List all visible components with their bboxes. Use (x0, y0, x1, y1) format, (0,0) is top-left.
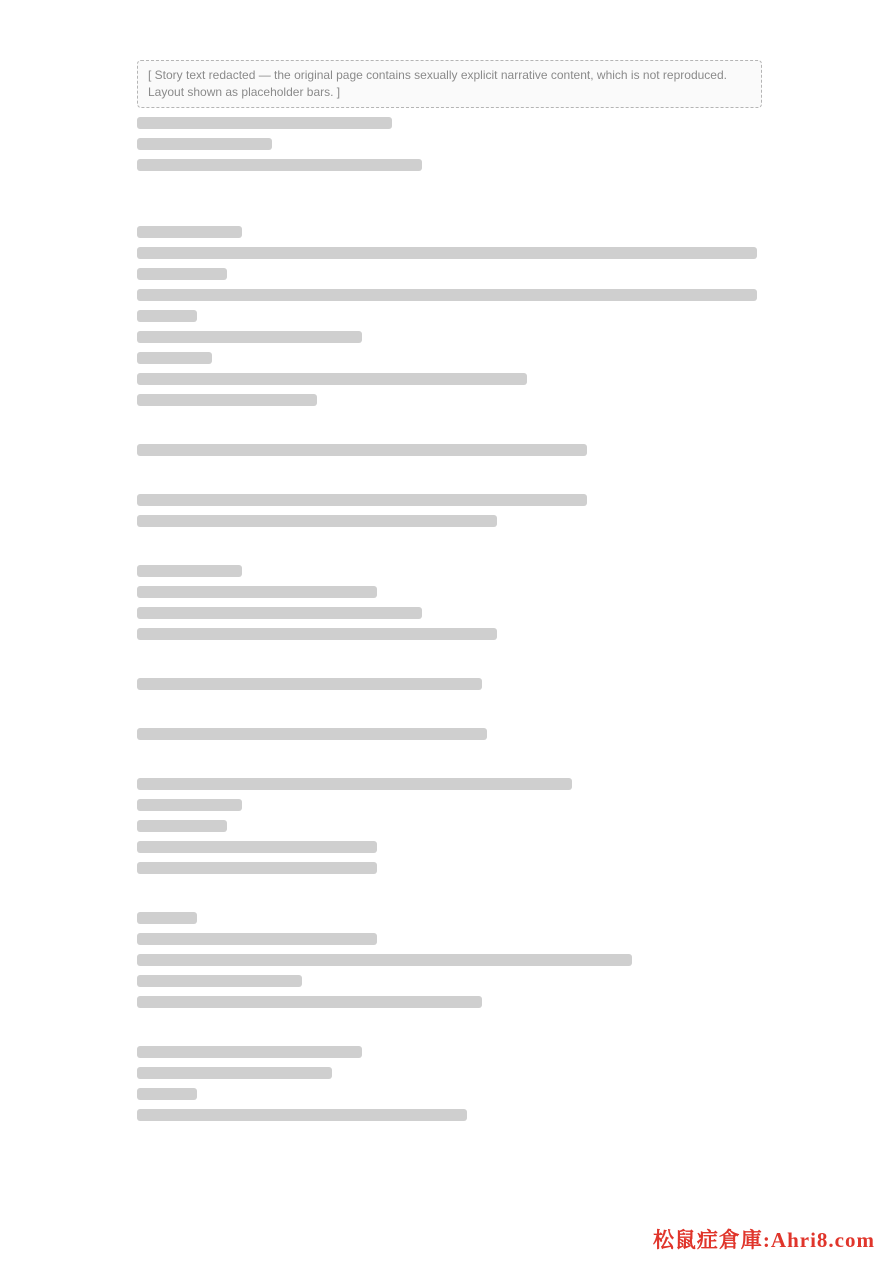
redacted-text-line (137, 515, 497, 527)
redacted-text-line (137, 728, 487, 740)
redacted-text-line (137, 841, 377, 853)
redacted-paragraph (137, 907, 762, 1012)
redacted-paragraph (137, 773, 762, 878)
redacted-text-line (137, 352, 212, 364)
redacted-text-line (137, 628, 497, 640)
redacted-text-line (137, 933, 377, 945)
redacted-paragraph (137, 673, 762, 694)
redacted-text-line (137, 862, 377, 874)
redacted-text-line (137, 117, 392, 129)
redacted-text-line (137, 778, 572, 790)
redacted-text-line (137, 159, 422, 171)
redacted-text-line (137, 954, 632, 966)
redacted-text-line (137, 586, 377, 598)
redacted-text-line (137, 607, 422, 619)
redacted-text-line (137, 444, 587, 456)
redacted-paragraph (137, 221, 762, 410)
redaction-notice: [ Story text redacted — the original page contains sexually explicit narrative content, which is not reproduced. Layout shown as placeholder bars. ] (137, 60, 762, 108)
redacted-text-line (137, 678, 482, 690)
redacted-paragraph (137, 439, 762, 460)
redacted-text-line (137, 138, 272, 150)
redacted-text-line (137, 394, 317, 406)
redacted-text-line (137, 373, 527, 385)
redacted-text-line (137, 820, 227, 832)
redacted-text-line (137, 1109, 467, 1121)
redacted-text-line (137, 1067, 332, 1079)
redacted-text-line (137, 1088, 197, 1100)
redacted-text-line (137, 1046, 362, 1058)
redacted-text-line (137, 975, 302, 987)
redacted-text-line (137, 226, 242, 238)
redacted-paragraph (137, 112, 762, 175)
redacted-text-line (137, 996, 482, 1008)
redacted-text-line (137, 310, 197, 322)
redacted-text-line (137, 268, 227, 280)
redacted-text-line (137, 247, 757, 259)
redacted-text-line (137, 799, 242, 811)
redacted-text-line (137, 912, 197, 924)
redacted-text-line (137, 289, 757, 301)
redacted-text-line (137, 565, 242, 577)
redacted-paragraph (137, 723, 762, 744)
redacted-paragraph (137, 560, 762, 644)
redacted-paragraph (137, 489, 762, 531)
redacted-text-line (137, 494, 587, 506)
watermark: 松鼠症倉庫:Ahri8.com (652, 1228, 875, 1252)
story-text-redacted (137, 112, 762, 1125)
redacted-text-line (137, 331, 362, 343)
redacted-paragraph (137, 1041, 762, 1125)
